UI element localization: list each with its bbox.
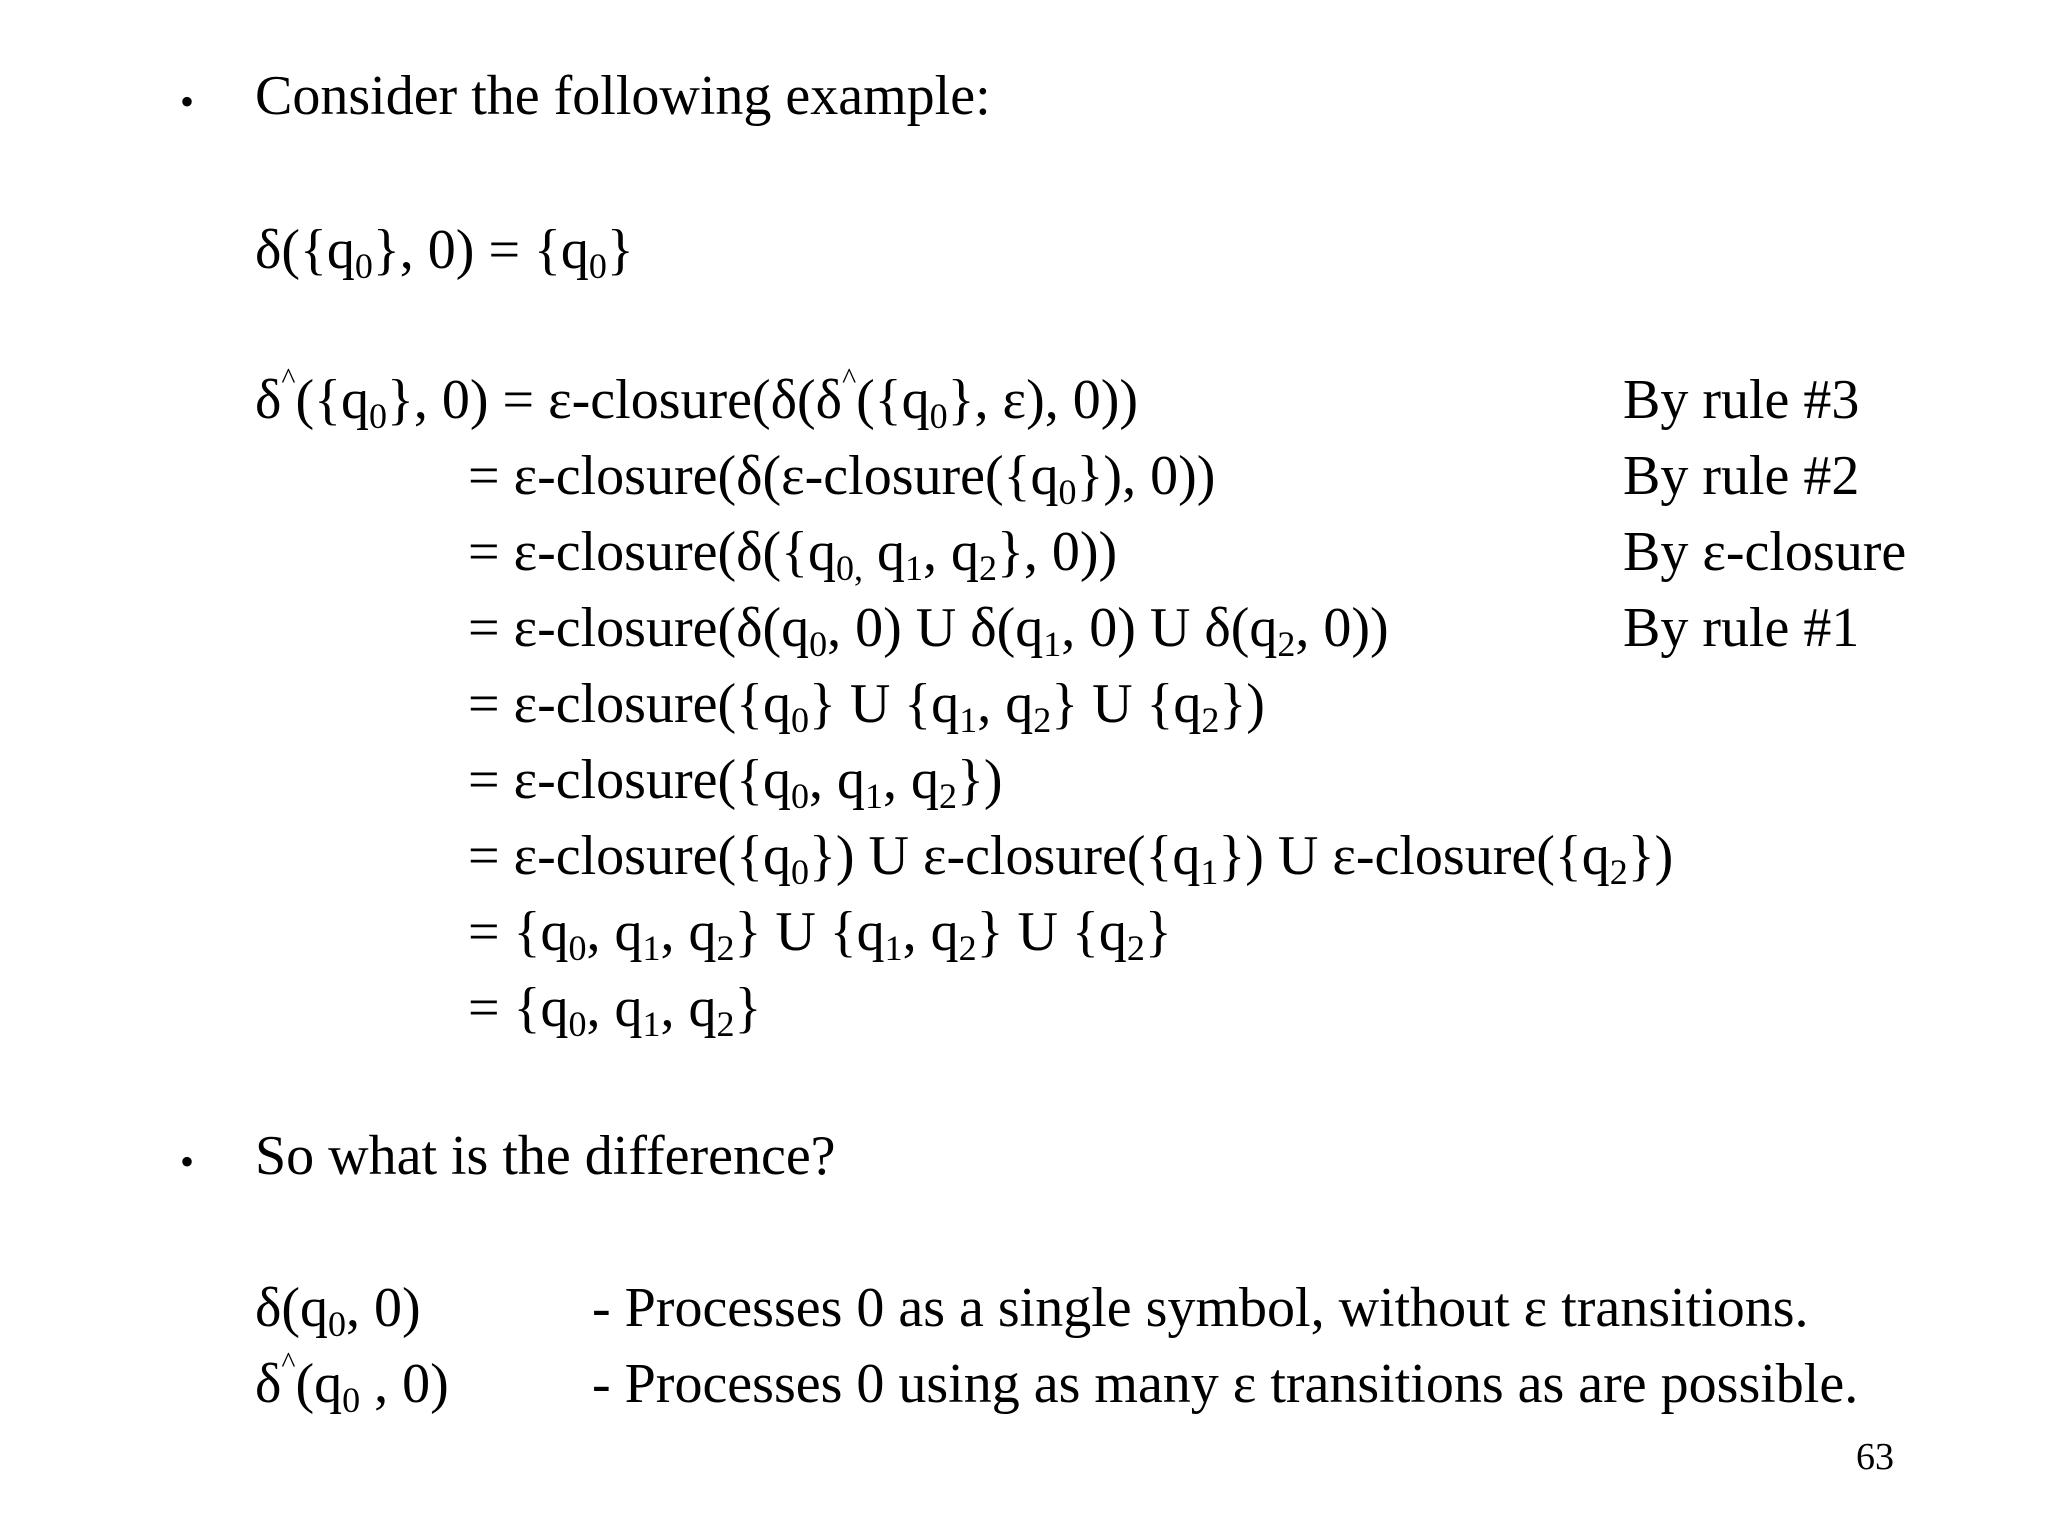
derivation-step: = $\varepsilon-closure(\delta(\varepsilon-closure(\{q_0\})$, 0)) bbox=[468, 445, 1216, 512]
page-number: 63 bbox=[1856, 1436, 1894, 1478]
rule-label: By rule #1 bbox=[1623, 597, 1860, 659]
rule-label: By ε-closure bbox=[1623, 521, 1907, 583]
section-heading-example: Consider the following example: bbox=[255, 65, 991, 127]
bullet-marker: • bbox=[180, 79, 195, 124]
derivation-first-line: $\delta^{\^{}}(\{q_0\}$, $0) = \varepsilon-closure(\delta(\delta^{\^{}}(\{q_0\}$, ε), 0)) bbox=[255, 362, 1139, 436]
derivation-step: = {$q_0$, $q_1$, $q_2$} bbox=[468, 977, 762, 1044]
comparison-description: - Processes 0 using as many ε transitions as are possible. bbox=[592, 1353, 1859, 1415]
comparison-term: $\delta(q_0$, 0) bbox=[255, 1277, 421, 1344]
comparison-description: - Processes 0 as a single symbol, without ε transitions. bbox=[592, 1277, 1809, 1339]
derivation-step: = $\varepsilon-closure(\delta(\{q_{0,}$ $q_1$, $q_2$}, 0)) bbox=[468, 521, 1118, 588]
derivation-step: = $\varepsilon-closure(\{q_0\})$ U $\varepsilon-closure(\{q_1\})$ U $\varepsilon-closure(\{q_2\})$ bbox=[468, 825, 1674, 892]
derivation-step: = $\varepsilon-closure(\{q_0\}$ U {$q_1$, $q_2$} U $\{q_2\}$) bbox=[468, 673, 1265, 740]
rule-label: By rule #2 bbox=[1623, 445, 1860, 507]
section-heading-difference: So what is the difference? bbox=[255, 1125, 836, 1187]
bullet-marker: • bbox=[180, 1139, 195, 1184]
rule-label: By rule #3 bbox=[1623, 369, 1860, 431]
derivation-step: = {$q_0$, $q_1$, $q_2$} U {$q_1$, $q_2$} U $\{q_2\}$ bbox=[468, 901, 1172, 968]
comparison-term: $\delta^{\^{}}(q_0$ , 0) bbox=[255, 1346, 449, 1420]
derivation-step: = $\varepsilon-closure(\delta(q_0$, 0) U $\delta(q_1$, 0) U $\delta(q_2$, 0)) bbox=[468, 597, 1389, 664]
delta-equation: $\delta(\{q_0\}$, $0) = \{q_0\}$ bbox=[255, 219, 634, 286]
derivation-step: = $\varepsilon-closure(\{q_0$, $q_1$, $q_2$}) bbox=[468, 749, 1003, 816]
